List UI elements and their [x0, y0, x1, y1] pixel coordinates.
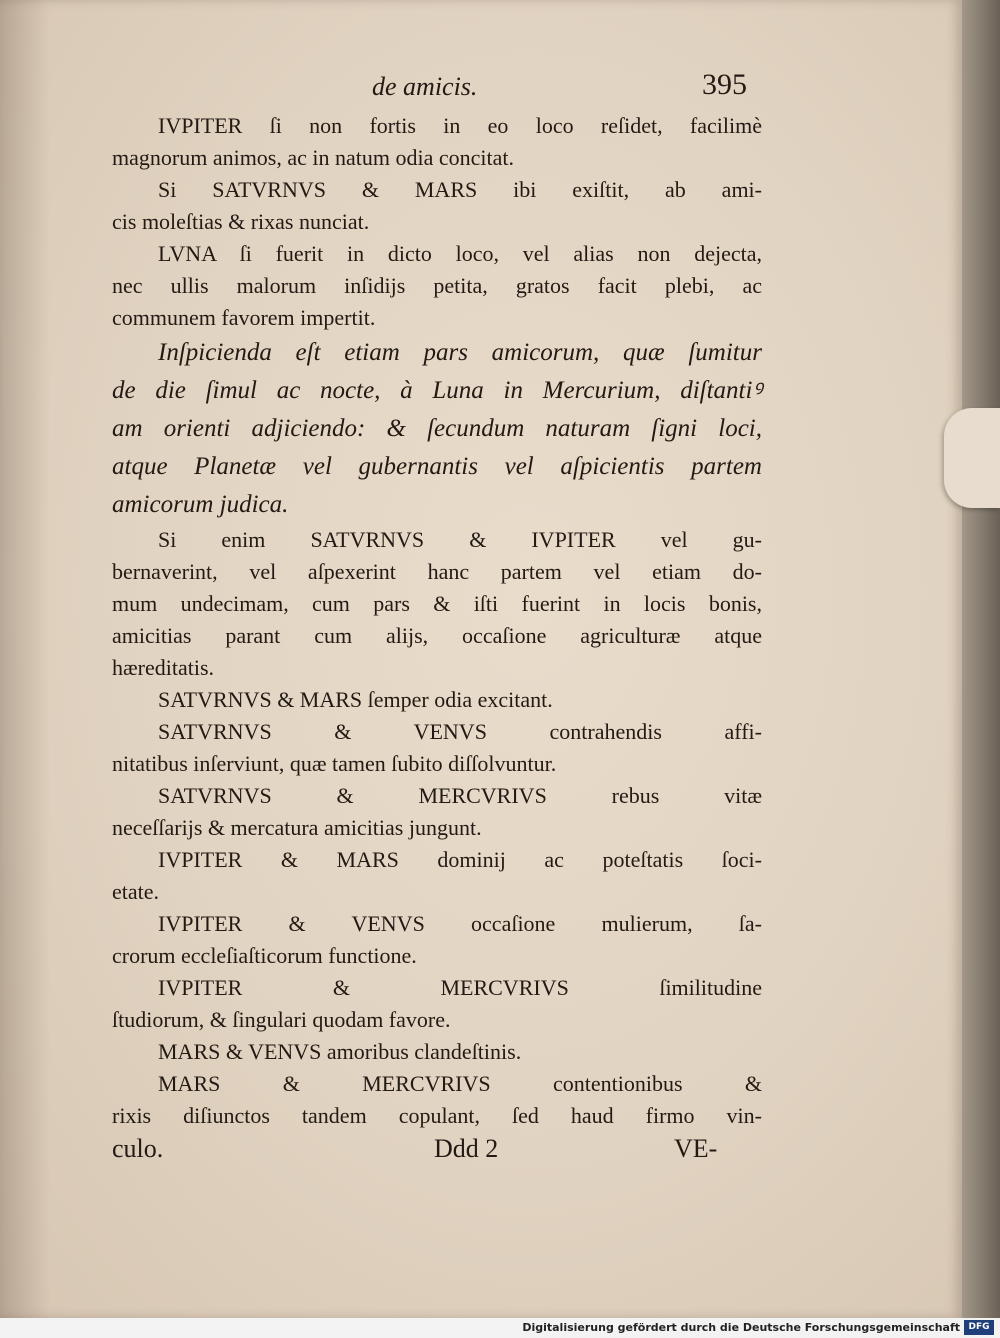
text-line: rixis diſiunctos tandem copulant, ſed haud firmo vin-	[112, 1103, 762, 1128]
text-line: Si enim SATVRNVS & IVPITER vel gu-	[158, 527, 762, 552]
text-line: SATVRNVS & MERCVRIVS rebus vitæ	[158, 783, 762, 808]
text-line: nitatibus inſerviunt, quæ tamen ſubito diſſolvuntur.	[112, 751, 557, 776]
text-line: IVPITER & MERCVRIVS ſimilitudine	[158, 975, 762, 1000]
text-line: IVPITER & VENVS occaſione mulierum, ſa-	[158, 911, 762, 936]
text-line: SATVRNVS & VENVS contrahendis affi-	[158, 719, 762, 744]
text-line: bernaverint, vel aſpexerint hanc partem vel etiam do-	[112, 559, 762, 584]
text-line: communem favorem impertit.	[112, 305, 376, 330]
text-line: mum undecimam, cum pars & iſti fuerint in locis bonis,	[112, 591, 762, 616]
page-tab	[944, 408, 1000, 508]
digitization-footer	[0, 1318, 1000, 1338]
text-line: magnorum animos, ac in natum odia concitat.	[112, 145, 515, 170]
text-line: IVPITER ſi non fortis in eo loco reſidet, facilimè	[158, 113, 762, 138]
text-line: am orienti adjiciendo: & ſecundum naturam ſigni loci,	[112, 415, 762, 442]
text-line: MARS & MERCVRIVS contentionibus &	[158, 1071, 762, 1096]
page-number: 395	[702, 68, 747, 101]
text-line: cis moleſtias & rixas nunciat.	[112, 209, 370, 234]
text-lines	[112, 110, 762, 1132]
text-line: IVPITER & MARS dominij ac poteſtatis ſoci-	[158, 847, 762, 872]
page-header	[112, 66, 762, 110]
last-line-start: culo.	[112, 1134, 164, 1163]
text-line: amicitias parant cum alijs, occaſione agriculturæ atque	[112, 623, 762, 648]
text-line: de die ſimul ac nocte, à Luna in Mercurium, diſtantiꝰ	[112, 377, 762, 404]
page-text	[112, 66, 762, 1170]
signature-mark: Ddd 2	[434, 1134, 499, 1163]
page-footer	[112, 1134, 762, 1170]
text-line: neceſſarijs & mercatura amicitias jungunt.	[112, 815, 482, 840]
text-line: crorum eccleſiaſticorum functione.	[112, 943, 417, 968]
text-line: atque Planetæ vel gubernantis vel aſpicientis partem	[112, 453, 762, 480]
text-line: ſtudiorum, & ſingulari quodam favore.	[112, 1007, 451, 1032]
running-head: de amicis.	[372, 72, 478, 101]
text-line: etate.	[112, 879, 160, 904]
text-line: amicorum judica.	[112, 491, 289, 518]
catchword: VE-	[674, 1134, 718, 1163]
dfg-logo: DFG	[964, 1320, 994, 1335]
page-gutter	[0, 0, 50, 1318]
text-line: nec ullis malorum inſidijs petita, gratos facit plebi, ac	[112, 273, 762, 298]
text-line: Inſpicienda eſt etiam pars amicorum, quæ ſumitur	[158, 339, 762, 366]
credit-text: Digitalisierung gefördert durch die Deutsche Forschungsgemeinschaft	[522, 1321, 960, 1334]
text-line: MARS & VENVS amoribus clandeſtinis.	[158, 1039, 522, 1064]
text-line: SATVRNVS & MARS ſemper odia excitant.	[158, 687, 553, 712]
text-line: LVNA ſi fuerit in dicto loco, vel alias non dejecta,	[158, 241, 762, 266]
text-line: hæreditatis.	[112, 655, 215, 680]
text-line: Si SATVRNVS & MARS ibi exiſtit, ab ami-	[158, 177, 762, 202]
